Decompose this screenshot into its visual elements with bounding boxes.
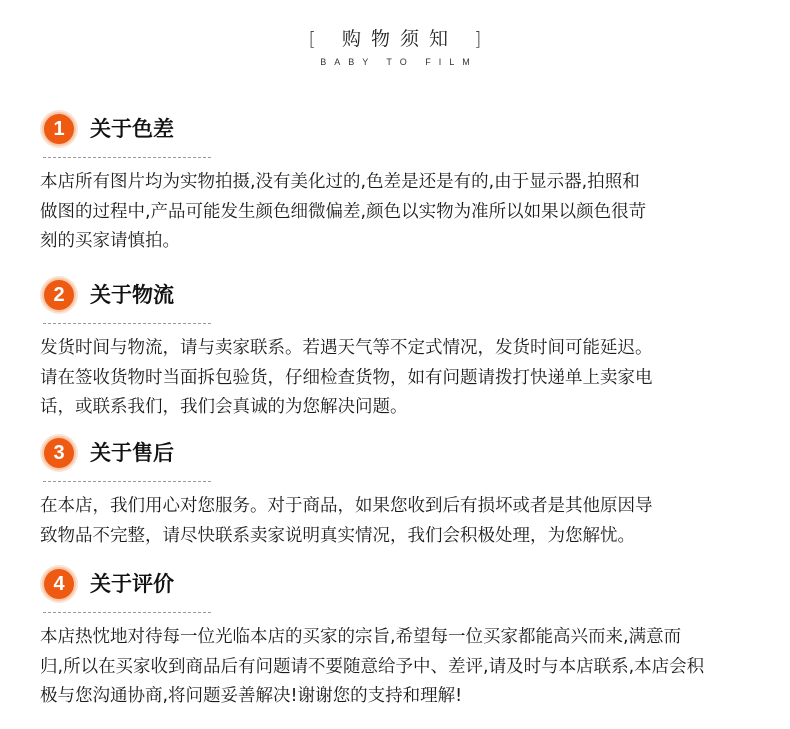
- bracket-left: [: [308, 28, 326, 50]
- section-body: [40, 334, 760, 423]
- section-body: [40, 492, 760, 551]
- title-text: 购物须知: [341, 28, 458, 50]
- section-title: 关于售后: [90, 441, 174, 465]
- body-line: 本店热忱地对待每一位光临本店的买家的宗旨,希望每一位买家都能高兴而来,满意而: [40, 627, 682, 647]
- number-badge-icon: 2: [42, 278, 76, 312]
- body-line: 本店所有图片均为实物拍摄,没有美化过的,色差是还是有的,由于显示器,拍照和: [40, 172, 640, 192]
- bracket-right: ]: [474, 28, 492, 50]
- section-body: [40, 623, 760, 712]
- body-line: 刻的买家请慎拍。: [40, 231, 180, 251]
- number-badge-icon: 1: [42, 112, 76, 146]
- body-line: 请在签收货物时当面拆包验货，仔细检查货物，如有问题请拨打快递单上卖家电: [40, 367, 653, 388]
- dashed-divider: [43, 157, 211, 158]
- number-badge-icon: 4: [42, 567, 76, 601]
- page-subtitle: BABY TO FILM: [320, 57, 478, 67]
- body-line: 话，或联系我们，我们会真诚的为您解决问题。: [40, 397, 408, 417]
- body-line: 归,所以在买家收到商品后有问题请不要随意给予中、差评,请及时与本店联系,本店会积: [40, 656, 705, 677]
- body-line: 极与您沟通协商,将问题妥善解决!谢谢您的支持和理解!: [40, 686, 463, 706]
- dashed-divider: [43, 481, 211, 482]
- section-title: 关于色差: [90, 117, 174, 141]
- number-badge-icon: 3: [42, 436, 76, 470]
- dashed-divider: [43, 323, 211, 324]
- page-title: [299, 24, 492, 51]
- body-line: 发货时间与物流，请与卖家联系。若遇天气等不定式情况，发货时间可能延迟。: [40, 338, 653, 358]
- body-line: 在本店，我们用心对您服务。对于商品，如果您收到后有损坏或者是其他原因导: [40, 496, 653, 516]
- body-line: 做图的过程中,产品可能发生颜色细微偏差,颜色以实物为准所以如果以颜色很苛: [40, 201, 647, 222]
- body-line: 致物品不完整，请尽快联系卖家说明真实情况，我们会积极处理，为您解忧。: [40, 525, 635, 546]
- section-title: 关于评价: [90, 572, 174, 596]
- section-body: [40, 168, 760, 257]
- section-title: 关于物流: [90, 283, 174, 307]
- dashed-divider: [43, 612, 211, 613]
- page-header: [0, 24, 790, 67]
